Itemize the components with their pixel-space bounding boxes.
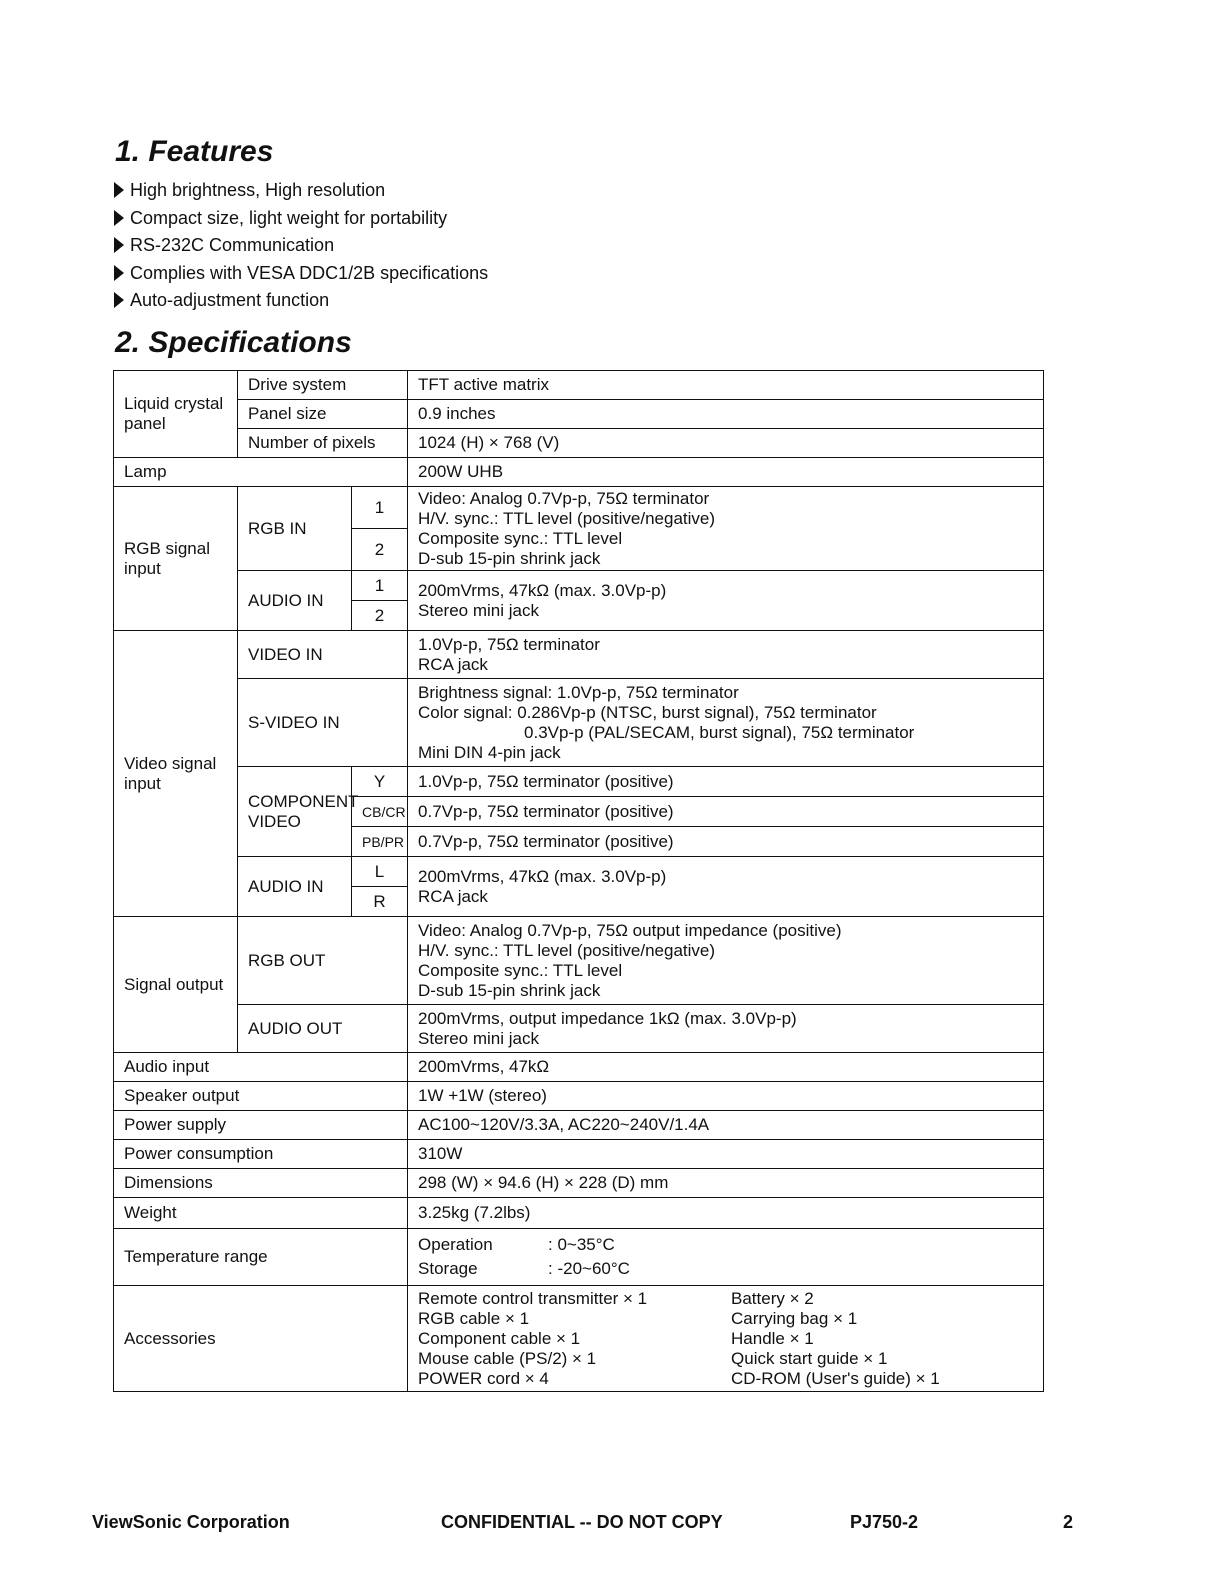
dimensions-label: Dimensions — [114, 1169, 408, 1198]
table-row — [114, 1229, 1044, 1286]
audio-l-label: L — [352, 857, 408, 887]
weight-label: Weight — [114, 1198, 408, 1229]
table-row — [114, 571, 1044, 601]
dimensions-value: 298 (W) × 94.6 (H) × 228 (D) mm — [408, 1169, 1044, 1198]
drive-system-value: TFT active matrix — [408, 371, 1044, 400]
power-supply-value: AC100~120V/3.3A, AC220~240V/1.4A — [408, 1111, 1044, 1140]
component-cbcr-label: CB/CR — [352, 797, 408, 827]
video-in-value: 1.0Vp-p, 75Ω terminator RCA jack — [408, 631, 1044, 679]
table-row — [114, 1111, 1044, 1140]
list-item: High brightness, High resolution — [114, 178, 488, 206]
component-video-label: COMPONENT VIDEO — [238, 767, 352, 857]
power-consumption-label: Power consumption — [114, 1140, 408, 1169]
triangle-bullet-icon — [114, 292, 124, 308]
table-row — [114, 1169, 1044, 1198]
table-row — [114, 1005, 1044, 1053]
component-y-label: Y — [352, 767, 408, 797]
table-row — [114, 1082, 1044, 1111]
rgb-out-label: RGB OUT — [238, 917, 408, 1005]
list-item: Compact size, light weight for portability — [114, 206, 488, 234]
audio-r-label: R — [352, 887, 408, 917]
audio-out-label: AUDIO OUT — [238, 1005, 408, 1053]
audio-in-port-1: 1 — [352, 571, 408, 601]
component-cbcr-value: 0.7Vp-p, 75Ω terminator (positive) — [408, 797, 1044, 827]
features-list — [114, 178, 488, 316]
audio-input-value: 200mVrms, 47kΩ — [408, 1053, 1044, 1082]
rgb-in-label: RGB IN — [238, 487, 352, 571]
table-row — [114, 371, 1044, 400]
video-in-label: VIDEO IN — [238, 631, 408, 679]
table-row — [114, 487, 1044, 529]
triangle-bullet-icon — [114, 265, 124, 281]
rgb-in-port-2: 2 — [352, 529, 408, 571]
audio-out-value: 200mVrms, output impedance 1kΩ (max. 3.0Vp-p) Stereo mini jack — [408, 1005, 1044, 1053]
triangle-bullet-icon — [114, 210, 124, 226]
rgb-audio-in-label: AUDIO IN — [238, 571, 352, 631]
s-video-label: S-VIDEO IN — [238, 679, 408, 767]
specifications-heading: 2. Specifications — [115, 326, 352, 359]
video-audio-in-label: AUDIO IN — [238, 857, 352, 917]
lamp-label: Lamp — [114, 458, 408, 487]
rgb-out-value: Video: Analog 0.7Vp-p, 75Ω output impedance (positive) H/V. sync.: TTL level (positive/negative) Composite sync.: TTL level D-sub 15-pin shrink jack — [408, 917, 1044, 1005]
signal-output-label: Signal output — [114, 917, 238, 1053]
audio-in-port-2: 2 — [352, 601, 408, 631]
footer-confidential: CONFIDENTIAL -- DO NOT COPY — [441, 1512, 723, 1532]
rgb-input-label: RGB signal input — [114, 487, 238, 631]
rgb-in-port-1: 1 — [352, 487, 408, 529]
component-pbpr-label: PB/PR — [352, 827, 408, 857]
weight-value: 3.25kg (7.2lbs) — [408, 1198, 1044, 1229]
footer-model: PJ750-2 — [850, 1512, 919, 1532]
panel-size-value: 0.9 inches — [408, 400, 1044, 429]
rgb-in-value: Video: Analog 0.7Vp-p, 75Ω terminator H/V. sync.: TTL level (positive/negative) Composite sync.: TTL level D-sub 15-pin shrink jack — [408, 487, 1044, 571]
table-row — [114, 1286, 1044, 1392]
table-row — [114, 631, 1044, 679]
table-row — [114, 400, 1044, 429]
video-input-label: Video signal input — [114, 631, 238, 917]
triangle-bullet-icon — [114, 182, 124, 198]
temperature-range-label: Temperature range — [114, 1229, 408, 1286]
audio-input-label: Audio input — [114, 1053, 408, 1082]
table-row — [114, 917, 1044, 1005]
table-row — [114, 857, 1044, 887]
triangle-bullet-icon — [114, 237, 124, 253]
specifications-table — [113, 370, 1044, 1392]
power-supply-label: Power supply — [114, 1111, 408, 1140]
rgb-audio-in-value: 200mVrms, 47kΩ (max. 3.0Vp-p) Stereo mini jack — [408, 571, 1044, 631]
list-item: RS-232C Communication — [114, 233, 488, 261]
s-video-value: Brightness signal: 1.0Vp-p, 75Ω terminator Color signal: 0.286Vp-p (NTSC, burst signal), 75Ω terminator 0.3Vp-p (PAL/SECAM, burst signal), 75Ω terminator Mini DIN 4-pin jack — [408, 679, 1044, 767]
panel-size-label: Panel size — [238, 400, 408, 429]
component-pbpr-value: 0.7Vp-p, 75Ω terminator (positive) — [408, 827, 1044, 857]
table-row — [114, 458, 1044, 487]
table-row — [114, 679, 1044, 767]
page-number: 2 — [1063, 1512, 1074, 1532]
features-heading: 1. Features — [115, 135, 274, 168]
component-y-value: 1.0Vp-p, 75Ω terminator (positive) — [408, 767, 1044, 797]
lcd-label: Liquid crystal panel — [114, 371, 238, 458]
speaker-output-value: 1W +1W (stereo) — [408, 1082, 1044, 1111]
footer-company: ViewSonic Corporation — [92, 1512, 290, 1532]
table-row — [114, 1053, 1044, 1082]
power-consumption-value: 310W — [408, 1140, 1044, 1169]
accessories-value: Remote control transmitter × 1 RGB cable × 1 Component cable × 1 Mouse cable (PS/2) × 1 POWER cord × 4 Battery × 2 Carrying bag × 1 Handle × 1 Quick start guide × 1 CD-ROM (User's guide) × 1 — [408, 1286, 1044, 1392]
video-audio-in-value: 200mVrms, 47kΩ (max. 3.0Vp-p) RCA jack — [408, 857, 1044, 917]
temperature-range-value: Operation : 0~35°C Storage : -20~60°C — [408, 1229, 1044, 1286]
pixels-label: Number of pixels — [238, 429, 408, 458]
table-row — [114, 767, 1044, 797]
drive-system-label: Drive system — [238, 371, 408, 400]
table-row — [114, 1198, 1044, 1229]
pixels-value: 1024 (H) × 768 (V) — [408, 429, 1044, 458]
list-item: Complies with VESA DDC1/2B specifications — [114, 261, 488, 289]
accessories-label: Accessories — [114, 1286, 408, 1392]
table-row — [114, 429, 1044, 458]
speaker-output-label: Speaker output — [114, 1082, 408, 1111]
list-item: Auto-adjustment function — [114, 288, 488, 316]
lamp-value: 200W UHB — [408, 458, 1044, 487]
table-row — [114, 1140, 1044, 1169]
